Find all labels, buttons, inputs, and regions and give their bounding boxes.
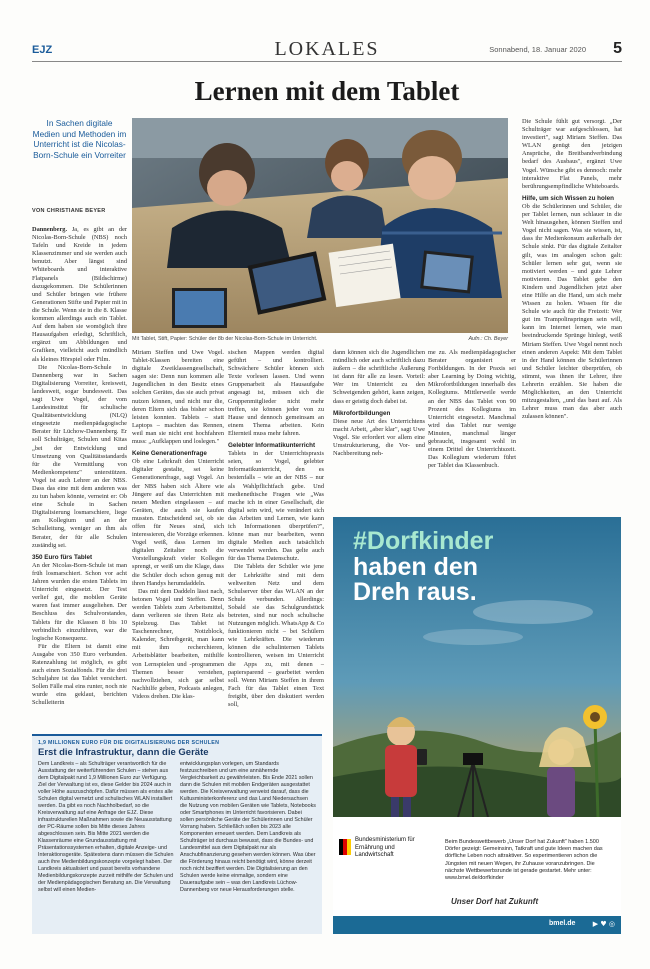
ad-footer [333, 916, 621, 934]
article-byline: VON CHRISTIANE BEYER [32, 208, 106, 214]
article-paragraph: Dannenberg. Ja, es gibt an der Nicolas-Born-Schule (NBS) noch Tafeln und Kreide in jedem Klassenzimmer und sie werden auch benutzt. Aber längst sind Whiteboards und interaktive Flatpanels (Bildschirme) dazugekommen. Die Schülerinnen und Schüler bringen wie frühere Generationen Stifte und Papier mit in die Schule. Wenn sie in die 8. Klasse kommen allerdings auch ein Tablet. Auf dem haben sie womöglich ihre Hausaufgaben erledigt, Schriftlich, ergänzt um Abbildungen und Grafiken, vielleicht auch mündlich als kleines Hörspiel oder Film. [32, 226, 127, 363]
ad-body-text: Beim Bundeswettbewerb „Unser Dorf hat Zukunft" haben 1.500 Dörfer gezeigt: Gemeinsinn, Tatkraft und gute Ideen machen das dörfliche Leben noch attraktiver. So experimentieren schon die Jüngsten mit neuen Wegen, ihr Zuhause voranzubringen. Die nächste Wettbewerbsrunde ist gerade gestartet. Mehr unter: www.bmel.de/dorfkinder [445, 839, 603, 882]
article-paragraph: Die Tablets der Schüler wie jene der Lehrkräfte sind mit dem weltweiten Netz und dem Schulserver über das WLAN an der Schule verbunden. Allerdings: Sobald sie das Schulgrundstück betreten, sind nur noch schulische Nutzungen möglich. WhatsApp & Co funktionieren nicht – bei Schülern wie Lehrkräften. Die wiederum können die schulinternen Tablets kontrollieren, weisen im Unterricht die Apps zu, mit denen – papiersparend – gearbeitet werden soll. Wenn Miriam Steffen in ihrem Fach für das Tablet einen Text freigibt, über den diskutiert werden soll, [228, 563, 324, 709]
article-teaser: In Sachen digitale Medien und Methoden im Unterricht ist die Nicolas-Born-Schule ein Vorreiter [32, 118, 127, 160]
article-subheading: Keine Generationenfrage [132, 450, 207, 458]
info-column-1: Dem Landkreis – als Schulträger verantwortlich für die Ausstattung der weiterführenden Schulen – stehen aus dem Digitalpakt rund 1,9 Millionen Euro zur Verfügung. Ziel der Verwaltung ist es, diese Gelder bis 2024 auch in voller Höhe auszuschöpfen. Dafür müssen als erstes alle Schulen digital vernetzt und schulisches WLAN installiert werden. Da gibt es noch Nachholbedarf, so die Kreisverwaltung auf eine Anfrage der EJZ. Diese infrastrukturellen Maßnahmen sowie die Neuausstattung der PC-Räume sollen bis Mitte dieses Jahres abgeschlossen sein. Bis Mitte 2021 werden die Klassenräume eine Grundausstattung mit Präsentationssystemen erhalten, digitale Anzeige- und Interaktionsgeräte. Spätestens dann müssen die Schulen auch ihre Medienbildungskonzepte vorgelegt haben. Der Landkreis aktualisiert und passt bereits vorhandene Medienbildungskonzepte zurzeit mithilfe der Schulen und der Medienpädagogischen Beratung an. Die Verwaltung selbst will einen Medien- [38, 761, 174, 893]
photo-caption [132, 336, 508, 342]
article-column-2 [132, 349, 224, 729]
dateline: Dannenberg. [32, 226, 68, 233]
article-paragraph: Tablets in der Unterrichtspraxis seien, so Vogel, gelebter Informatikunterricht, den es bestenfalls – wie an der NBS – nur als Wahlpflichtfach gebe. Und medienethische Fragen wie „Was mache ich in einer Gesellschaft, die digital sein wird, wie verändert sich das Arbeiten und Lernen, wie kann ich Informationen überprüfen?", könne man nur bearbeiten, wenn digitale Medien auch tatsächlich verwendet werden. Das gelte auch für das Thema Datenschutz. [228, 450, 324, 563]
article-paragraph: dann können sich die Jugendlichen mündlich oder auch schriftlich dazu äußern – die schriftliche Äußerung ist dann für alle zu lesen. Vorteil: Wer im Unterricht zu den Schweigenden gehört, kann zeigen, dass er geistig doch dabei ist. [333, 349, 425, 405]
competition-logo: Unser Dorf hat Zukunft [451, 897, 539, 906]
info-columns [38, 761, 316, 894]
article-subheading: Gelebter Informatikunterricht [228, 442, 316, 450]
article-column-3 [228, 349, 324, 729]
article-subheading: Mikrofortbildungen [333, 409, 391, 417]
article-paragraph: sischen Mappen werden digital geführt – und kontrolliert. Schwächere Schüler können sich Texte vorlesen lassen. Und wenn Gruppenarbeit als Hausaufgabe angesagt ist, müssen sich die Gruppenmitglieder nicht mehr treffen, sie können jeder von zu Hause und dennoch gemeinsam an einem Thema arbeiten. Kein Elternteil muss mehr fahren. [228, 349, 324, 437]
article-paragraph: Die Nicolas-Born-Schule in Dannenberg war in Sachen Digitalisierung Vorreiter, kreisweit, landesweit, sogar bundesweit. Das sagt Uwe Vogel, der vom Landesinstitut für schulische Qualitätsentwicklung (NLQ) eingesetzte medienpädagogische Berater für Lüchow-Dannenberg. Er soll Schulträger, Schulen und Kitas „bei der Entwicklung und Umsetzung von Qualitätsstandards für die Vermittlung von Medienkompetenz" unterstützen. Vogel ist auch Lehrer an der NBS. Dass das eine mit dem anderen was zu tun haben könnte, verneint er: Ob eine Schule in Sachen Digitalisierung losmarschiere, liege am Kollegium und an der Schulleitung, weniger an ihm als Berater, der für alle Schulen zuständig sei. [32, 363, 127, 549]
ministry-logo: Bundesministerium für Ernährung und Landwirtschaft [355, 837, 415, 858]
article-paragraph: Diese neue Art des Unterrichtens macht Arbeit, „aber klar", sagt Uwe Vogel. Sie erfordert vor allem eine Umstrukturierung, die Vor- und Nachbereitung neh- [333, 417, 425, 458]
article-subheading: 350 Euro fürs Tablet [32, 553, 93, 561]
newspaper-logo: EJZ [32, 44, 53, 56]
advertisement[interactable] [333, 517, 621, 934]
ad-line-1: haben den [353, 552, 479, 581]
article-paragraph: Das mit dem Daddeln lässt nach, betonen Vogel und Steffen. Denn werden Tablets zum Arbeitsmittel, dann verlieren sie ihren Reiz als Spielzeug. Das Tablet ist Taschenrechner, Notizblock, Kalender, Schreibgerät, man kann mit ihm recherchieren, Arbeitsblätter bearbeiten, mithilfe von Lernspielen und -programmen Themen besser verstehen, nachvollziehen, sich gar selbst Nachhilfe geben, Podcasts anlegen, Videos drehen. Die klas- [132, 587, 224, 700]
ad-headline [353, 529, 493, 606]
article-paragraph: Miriam Steffen und Uwe Vogel. Tablet-Klassen bereiten eine digitale Zweiklassengesellschaft, sagen sie: Denn nun kommen alle Jugendlichen in den Besitz eines solchen Gerätes, das sie auch privat nutzen können, und nicht nur die, deren Eltern sich das bisher schon leisten konnten. Tablets – statt Laptops – machten das Rennen, weil man sie nicht erst hochfahren muss: „Aufklappen und loslegen." [132, 349, 224, 446]
article-subheading: Hilfe, um sich Wissen zu holen [522, 194, 614, 202]
issue-date: Sonnabend, 18. Januar 2020 [489, 45, 586, 54]
ad-hashtag: #Dorfkinder [353, 527, 494, 555]
masthead [32, 38, 622, 62]
section-title: LOKALES [274, 38, 380, 60]
article-paragraph: Ob eine Lehrkraft den Unterricht digitaler gestalte, sei keine Generationenfrage, sagt Vogel. An der NBS haben sich Ältere wie Jüngere auf das Unterrichten mit neuen Medien eingelassen – auf Geräten, die auch sie kaufen mussten. Entscheidend sei, ob sie offen für Neues sind, sich interessieren, die Vorzüge erkennen. Vogel weiß, dass Lernen im digitalen Zeitalter noch die Vorstellungskraft vieler Kollegen sprengt, er weiß um die Klage, dass die Schüler doch schon genug mit ihren Handys herumdaddeln. [132, 458, 224, 587]
caption-text: Mit Tablet, Stift, Papier: Schüler der 8b der Nicolas-Born-Schule im Unterricht. [132, 336, 318, 342]
classroom-photo [132, 118, 508, 333]
ad-url-link[interactable]: bmel.de [549, 920, 576, 927]
article-column-6 [522, 118, 622, 511]
article-paragraph: Ob die Schülerinnen und Schüler, die per Tablet lernen, nun schlauer in die Welt hinausgehen, können Steffen und Vogel nicht sagen. Was sie wissen, ist, dass ihr Medienkonsum außerhalb der Schule sinkt. Für das digitale Zeitalter gilt, was im analogen schon galt: Schüler lernen sehr gut, wenn sie motiviert werden – und gute Lehrer motivieren. Das Tablet gebe den Kindern und Jugendlichen jetzt aber eine Hilfe an die Hand, um sich mehr Wissen zu holen. Wissen für die Schule wie auch für die Freizeit: Wer gut im Trampolinspringen sein will, kann im Internet lernen, wie man beeindruckende Sprünge hinlegt, weiß Miriam Steffen. Uwe Vogel nennt noch einen anderen Aspekt: Mit dem Tablet in der Hand können die Schülerinnen und Schüler leichter überprüfen, ob stimmt, was ihnen ihr Lehrer, ihre Lehrerin erzählen. Sie haben die Möglichkeiten, an den Unterricht mitzugestalten, „und das baut auf. Als Lehrer muss man das aber auch zulassen können". [522, 202, 622, 421]
info-box [32, 734, 322, 934]
federal-eagle-icon [339, 839, 351, 855]
article-paragraph: An der Nicolas-Born-Schule ist man früh losmarschiert. Schon vor acht Jahren wurden die ersten Tablets im Unterricht eingesetzt. Der Test verlief gut, die mobilen Geräte waren fast immer ausgeliehen. Der Beschluss des Schulvorstandes, Tablets für die Klassen 8 bis 10 verbindlich einzuführen, war die logische Konsequenz. [32, 561, 127, 642]
article-paragraph: Die Schule fühlt gut versorgt. „Der Schulträger war aufgeschlossen, hat investiert", sagt Miriam Steffen. Das WLAN genügt den jetzigen Ansprüche, die Breitbandverbindung bedarf des Ausbaus", ergänzt Uwe Vogel. Wünsche gibt es dennoch: mehr interaktive Flat Panels, mehr berührungsempfindliche Whiteboards. [522, 118, 622, 190]
article-paragraph: me zu. Als medienpädagogischer Berater organisiert er Fortbildungen. In der Praxis sei aber Learning by Doing wichtig, Mikrofortbildungen innerhalb des Kollegiums. Mittlerweile werde an der NBS das Tablet von 90 Prozent des Kollegiums im Unterricht eingesetzt. Manchmal wird das Tablet nur wenige Minuten, manchmal länger gebraucht, insgesamt wohl in einem Drittel der Unterrichtszeit. Das Kollegium wiederum führt per Tablet das Klassenbuch. [428, 349, 516, 470]
page-number: 5 [613, 40, 622, 57]
info-column-2: entwicklungsplan vorlegen, um Standards festzuschreiben und um eine annähernde Vergleichbarkeit zu gewährleisten. Bis Ende 2021 sollen dann die Schulen mit mobilen Endgeräten ausgestattet werden. Die Kreisverwaltung verweist darauf, dass die Kultusministerkonferenz und das Land Niedersachsen die Nutzung von mobilen Geräten wie Tablets, Notebooks oder Smartphones im Unterricht favorisieren. Dabei sollen persönliche Geräte der Schülerinnen und Schüler Vorrang haben. Schließlich sollen bis 2023 alle Komponenten erneuert werden. Dem Landkreis als Schulträger ist durchaus bewusst, dass die Bundes- und Landesmittel aus dem Digitalpakt nur als Anschubfinanzierung gesehen werden können. Was über die Förderung hinaus reicht benötigt wird, könne derzeit noch nicht beziffert werden. Die Digitalisierung an den Schulen werde keine einmalige, sondern eine Daueraufgabe sein – was den Landkreis Lüchow-Dannenberg vor neue Herausforderungen stelle. [180, 761, 316, 893]
ad-line-2: Dreh raus. [353, 578, 477, 606]
article-paragraph: Für die Eltern ist damit eine Ausgabe von 350 Euro verbunden. Ratenzahlung ist möglich, es gibt auch einen Sozialfonds. Für die drei Schuljahre ist das Tablet versichert. Sollen Fälle mal eins runter, noch nie wurde eins geklaut, berichten Schulleiterin [32, 642, 127, 707]
article-headline: Lernen mit dem Tablet [194, 76, 460, 106]
social-icons[interactable]: ▶ ♥ ◎ [592, 920, 615, 928]
article-photo [132, 118, 508, 333]
article-column-4 [333, 349, 425, 511]
info-kicker: 1,9 MILLIONEN EURO FÜR DIE DIGITALISIERUNG DER SCHULEN [38, 740, 220, 746]
photo-credit: Aufn.: Ch. Beyer [468, 336, 508, 342]
info-title: Erst die Infrastruktur, dann die Geräte [38, 747, 209, 758]
article-column-5 [428, 349, 516, 511]
article-column-1 [32, 226, 127, 729]
